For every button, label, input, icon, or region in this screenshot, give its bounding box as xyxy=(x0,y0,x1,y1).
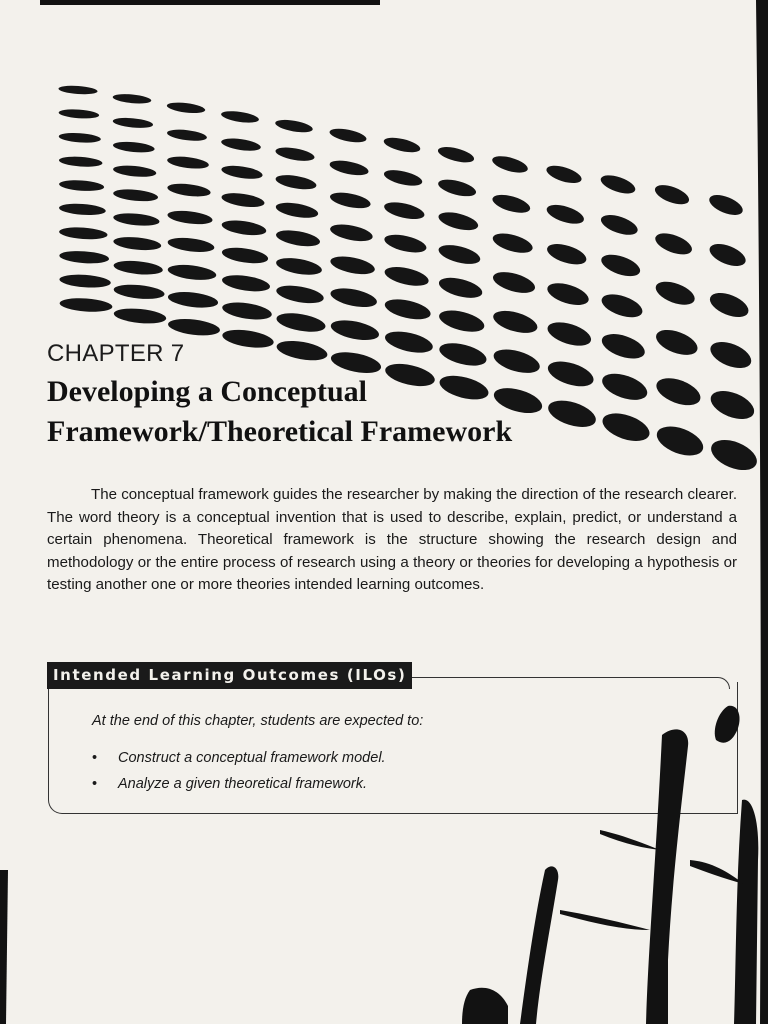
banner-dot xyxy=(58,85,98,96)
ilo-item-text: Analyze a given theoretical framework. xyxy=(118,776,368,792)
banner-dot xyxy=(491,191,533,216)
banner-dot xyxy=(275,310,327,335)
banner-dot xyxy=(437,241,482,267)
banner-dot xyxy=(491,307,540,338)
banner-dot xyxy=(221,273,271,295)
banner-dot xyxy=(382,135,421,155)
banner-dot xyxy=(220,109,259,125)
banner-dot xyxy=(653,277,698,309)
knuckle-shadow-3 xyxy=(690,860,744,884)
banner-dot xyxy=(329,253,376,277)
banner-dot xyxy=(707,240,749,271)
banner-dot xyxy=(329,221,374,244)
ilo-item-text: Construct a conceptual framework model. xyxy=(118,750,386,766)
chapter-number: CHAPTER 7 xyxy=(47,340,185,367)
ilo-box-top-border xyxy=(390,677,730,689)
banner-dot xyxy=(166,101,205,115)
banner-dot xyxy=(113,212,160,228)
banner-dot xyxy=(653,229,695,259)
banner-dot xyxy=(59,179,105,192)
banner-dot xyxy=(220,136,261,153)
banner-dot xyxy=(383,296,433,323)
ilo-list-item xyxy=(92,745,386,771)
banner-dot xyxy=(113,188,159,203)
banner-dot xyxy=(59,202,106,216)
banner-dot xyxy=(437,209,480,234)
banner-dot xyxy=(275,338,329,364)
banner-dot xyxy=(221,300,273,323)
finger-shadow-3 xyxy=(734,800,758,1024)
banner-dot xyxy=(383,167,424,188)
banner-dot xyxy=(329,190,372,211)
bullet-icon: • xyxy=(92,750,98,766)
banner-dot xyxy=(437,306,487,335)
edge-shadow-left xyxy=(0,870,8,1024)
banner-dot xyxy=(707,288,752,322)
banner-dot xyxy=(544,201,586,227)
banner-dot xyxy=(437,274,484,302)
banner-dot xyxy=(490,153,529,176)
banner-dot xyxy=(59,273,111,289)
banner-dot xyxy=(653,325,701,360)
banner-dot xyxy=(599,172,638,198)
banner-dot xyxy=(437,339,489,370)
ilo-intro-text: At the end of this chapter, students are expected to: xyxy=(92,713,424,729)
banner-dot xyxy=(652,181,691,208)
banner-dot xyxy=(167,236,215,255)
intro-paragraph: The conceptual framework guides the researcher by making the direction of the research clearer. The word theory is a conceptual invention that is used to describe, explain, predict, or understand a certain phenomena. Theoretical framework is the structure showing the research design and methodology or the entire process of research using a theory or theories for developing a hypothesis or testing another one or more theories intended learning outcomes. xyxy=(47,486,738,593)
banner-dot xyxy=(491,268,538,297)
banner-dot xyxy=(113,283,165,301)
banner-dot xyxy=(167,209,214,227)
banner-dot xyxy=(545,279,592,309)
banner-dot xyxy=(599,290,646,322)
banner-dot xyxy=(383,328,435,357)
banner-dot xyxy=(383,199,426,222)
banner-dot xyxy=(58,132,101,144)
banner-dot xyxy=(167,263,217,283)
banner-dot xyxy=(436,144,475,166)
banner-dot xyxy=(112,116,153,129)
ilo-list-item xyxy=(92,771,386,797)
banner-dot xyxy=(113,140,156,154)
banner-dot xyxy=(599,250,643,280)
banner-dot xyxy=(275,228,321,250)
banner-dot xyxy=(113,259,163,276)
banner-dot xyxy=(167,290,219,310)
banner-dot xyxy=(328,158,369,178)
banner-dot xyxy=(221,327,275,351)
banner-dot xyxy=(329,285,379,310)
banner-dot xyxy=(274,145,315,163)
banner-dot xyxy=(436,176,477,199)
banner-dot xyxy=(706,191,745,219)
banner-dot xyxy=(383,231,428,255)
banner-dot xyxy=(167,182,212,199)
banner-dot xyxy=(383,263,430,289)
banner-dot xyxy=(707,337,755,374)
banner-dot xyxy=(166,128,207,143)
banner-dot xyxy=(167,316,221,337)
chapter-title-line-2: Framework/Theoretical Framework xyxy=(47,415,513,448)
banner-dot xyxy=(221,218,267,238)
banner-dot xyxy=(59,297,113,314)
banner-dot xyxy=(58,108,99,119)
banner-dot xyxy=(329,317,380,344)
banner-dot xyxy=(328,126,367,145)
ilo-heading: Intended Learning Outcomes (ILOs) xyxy=(47,662,412,689)
banner-dot xyxy=(707,434,761,470)
knuckle-shadow-1 xyxy=(600,830,660,850)
banner-dot xyxy=(707,385,758,424)
banner-dot xyxy=(545,318,594,350)
banner-dot xyxy=(545,240,589,268)
banner-dot xyxy=(221,245,269,266)
banner-dot xyxy=(274,118,313,135)
banner-dot xyxy=(275,283,325,307)
banner-dot xyxy=(113,307,167,326)
banner-dot xyxy=(113,235,162,252)
banner-dot xyxy=(653,373,704,411)
finger-shadow-4 xyxy=(520,866,558,1024)
ilo-list xyxy=(92,745,386,797)
banner-dot xyxy=(59,226,108,241)
banner-dot xyxy=(112,93,151,105)
banner-dot xyxy=(599,329,648,363)
banner-dot xyxy=(544,162,583,186)
banner-dot xyxy=(221,191,266,210)
banner-dot xyxy=(59,155,103,168)
bullet-icon: • xyxy=(92,776,98,792)
banner-dot xyxy=(221,163,264,181)
knuckle-shadow-4 xyxy=(462,988,508,1024)
chapter-title xyxy=(47,372,607,452)
banner-dot xyxy=(653,421,707,461)
banner-dot xyxy=(599,211,641,239)
banner-dot xyxy=(275,172,318,191)
banner-dot xyxy=(275,255,323,278)
banner-dot xyxy=(113,164,157,179)
banner-dot xyxy=(275,200,320,220)
banner-dot xyxy=(59,250,110,265)
knuckle-shadow-2 xyxy=(560,910,650,930)
banner-dot xyxy=(599,408,653,446)
chapter-title-line-1: Developing a Conceptual xyxy=(47,375,368,408)
banner-dot xyxy=(491,230,535,257)
banner-dot xyxy=(166,155,209,171)
